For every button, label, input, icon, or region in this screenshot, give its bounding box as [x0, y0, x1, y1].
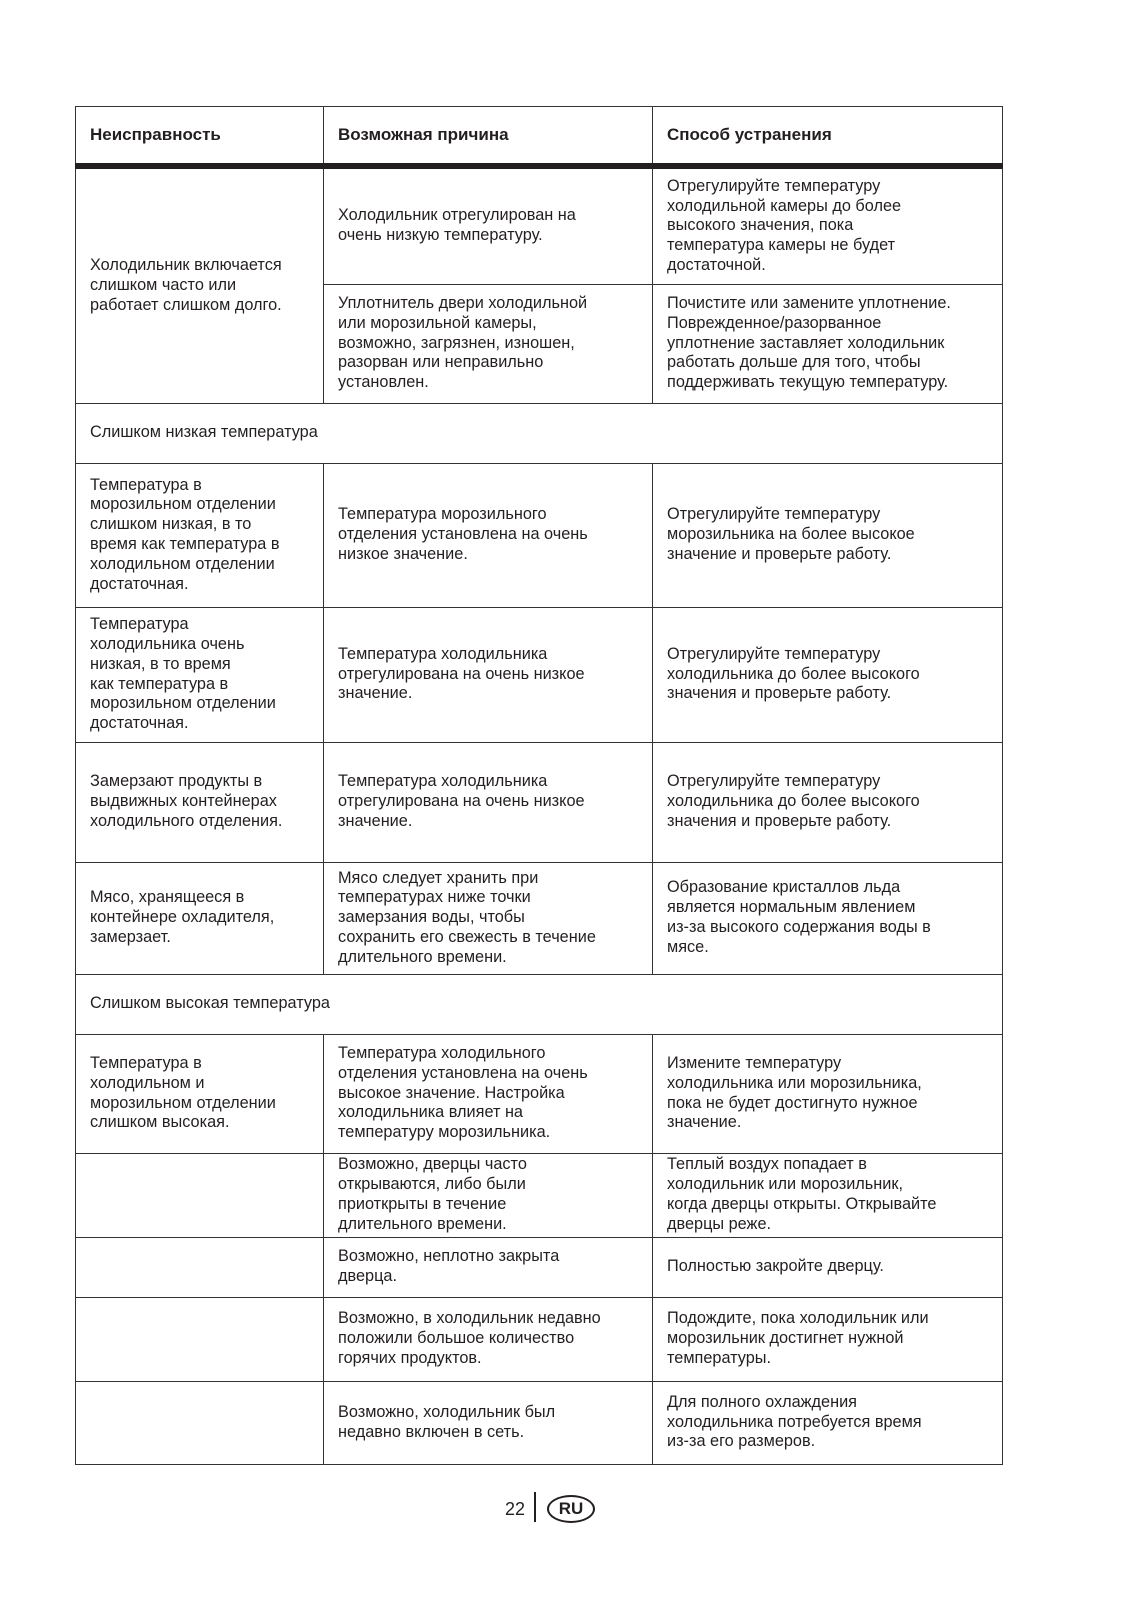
table-row [76, 166, 1003, 284]
cause-cell: Мясо следует хранить при температурах ниже точки замерзания воды, чтобы сохранить его свежесть в течение длительного времени. [324, 862, 653, 974]
problem-cell: Температура в холодильном и морозильном отделении слишком высокая. [76, 1034, 324, 1153]
language-badge: RU [547, 1495, 595, 1523]
table-row [76, 1297, 1003, 1381]
solution-cell: Отрегулируйте температуру холодильника до более высокого значения и проверьте работу. [653, 742, 1003, 862]
page-footer [0, 1492, 1128, 1526]
problem-cell [76, 1153, 324, 1237]
solution-cell: Измените температуру холодильника или морозильника, пока не будет достигнуто нужное значение. [653, 1034, 1003, 1153]
table-row [76, 463, 1003, 607]
table-row [76, 862, 1003, 974]
cause-cell: Возможно, дверцы часто открываются, либо были приоткрыты в течение длительного времени. [324, 1153, 653, 1237]
problem-cell [76, 1237, 324, 1297]
solution-cell: Отрегулируйте температуру холодильника до более высокого значения и проверьте работу. [653, 607, 1003, 742]
solution-cell: Полностью закройте дверцу. [653, 1237, 1003, 1297]
solution-cell: Образование кристаллов льда является нормальным явлением из-за высокого содержания воды в мясе. [653, 862, 1003, 974]
solution-cell: Теплый воздух попадает в холодильник или морозильник, когда дверцы открыты. Открывайте дверцы реже. [653, 1153, 1003, 1237]
table-row [76, 607, 1003, 742]
section-row [76, 974, 1003, 1034]
cause-cell: Уплотнитель двери холодильной или морозильной камеры, возможно, загрязнен, изношен, разорван или неправильно установлен. [324, 284, 653, 403]
problem-cell [76, 1381, 324, 1464]
problem-cell: Температура холодильника очень низкая, в то время как температура в морозильном отделении достаточная. [76, 607, 324, 742]
cause-cell: Температура холодильника отрегулирована на очень низкое значение. [324, 742, 653, 862]
header-problem: Неисправность [76, 107, 324, 167]
page-number: 22 [505, 1499, 526, 1519]
cause-cell: Возможно, неплотно закрыта дверца. [324, 1237, 653, 1297]
cause-cell: Возможно, в холодильник недавно положили большое количество горячих продуктов. [324, 1297, 653, 1381]
solution-cell: Подождите, пока холодильник или морозильник достигнет нужной температуры. [653, 1297, 1003, 1381]
cause-cell: Температура морозильного отделения установлена на очень низкое значение. [324, 463, 653, 607]
cause-cell: Температура холодильника отрегулирована на очень низкое значение. [324, 607, 653, 742]
header-cause: Возможная причина [324, 107, 653, 167]
divider [534, 1492, 536, 1522]
problem-cell: Холодильник включается слишком часто или работает слишком долго. [76, 166, 324, 403]
table-row [76, 1034, 1003, 1153]
solution-cell: Отрегулируйте температуру холодильной камеры до более высокого значения, пока температура камеры не будет достаточной. [653, 166, 1003, 284]
header-solution: Способ устранения [653, 107, 1003, 167]
troubleshooting-table [75, 106, 1003, 1465]
problem-cell: Температура в морозильном отделении слишком низкая, в то время как температура в холодильном отделении достаточная. [76, 463, 324, 607]
table-row [76, 1237, 1003, 1297]
section-row [76, 403, 1003, 463]
cause-cell: Холодильник отрегулирован на очень низкую температуру. [324, 166, 653, 284]
problem-cell: Мясо, хранящееся в контейнере охладителя, замерзает. [76, 862, 324, 974]
solution-cell: Для полного охлаждения холодильника потребуется время из-за его размеров. [653, 1381, 1003, 1464]
solution-cell: Почистите или замените уплотнение. Поврежденное/разорванное уплотнение заставляет холодильник работать дольше для того, чтобы поддерживать текущую температуру. [653, 284, 1003, 403]
table-header-row [76, 107, 1003, 167]
problem-cell [76, 1297, 324, 1381]
cause-cell: Возможно, холодильник был недавно включен в сеть. [324, 1381, 653, 1464]
section-title: Слишком низкая температура [76, 403, 1003, 463]
table-row [76, 1153, 1003, 1237]
cause-cell: Температура холодильного отделения установлена на очень высокое значение. Настройка холодильника влияет на температуру морозильника. [324, 1034, 653, 1153]
section-title: Слишком высокая температура [76, 974, 1003, 1034]
problem-cell: Замерзают продукты в выдвижных контейнерах холодильного отделения. [76, 742, 324, 862]
table-row [76, 742, 1003, 862]
solution-cell: Отрегулируйте температуру морозильника на более высокое значение и проверьте работу. [653, 463, 1003, 607]
table-row [76, 1381, 1003, 1464]
